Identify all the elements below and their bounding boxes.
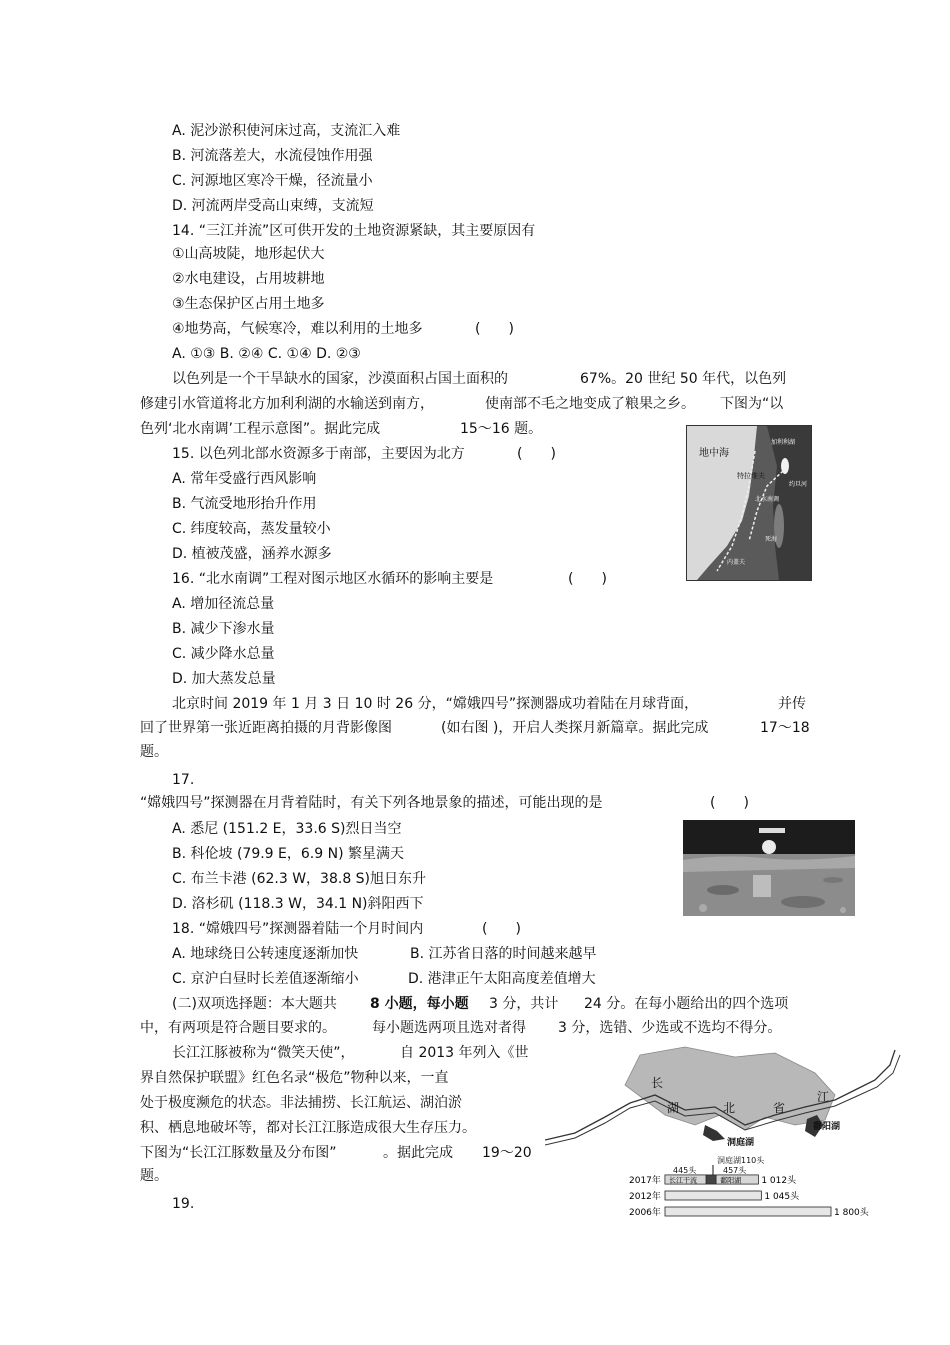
annot-dongting-count: 洞庭湖110头 xyxy=(717,1156,765,1165)
bar-segment-label: 长江干流 xyxy=(669,1176,697,1185)
q16-answer-bracket: ( ) xyxy=(568,571,607,587)
bar-value-label: 1 045头 xyxy=(764,1192,800,1202)
q16-stem: 16. “北水南调”工程对图示地区水循环的影响主要是 xyxy=(172,571,494,587)
q14-item-3: ③生态保护区占用土地多 xyxy=(172,296,325,312)
section2-l2a: 中，有两项是符合题目要求的。 xyxy=(140,1020,336,1036)
q15-stem: 15. 以色列北部水资源多于南部，主要因为北方 xyxy=(172,446,465,462)
dolphin-para-l2: 界自然保护联盟》红色名录“极危”物种以来，一直 xyxy=(140,1070,449,1086)
map-char-sheng: 省 xyxy=(773,1101,786,1115)
map-label-jordan: 约旦河 xyxy=(789,481,808,488)
map-label-telaviv: 特拉维夫 xyxy=(737,472,765,480)
q16-option-c: C. 减少降水总量 xyxy=(172,646,275,662)
dolphin-para-l4: 积、栖息地破坏等，都对长江江豚造成很大生存压力。 xyxy=(140,1120,476,1136)
q17-number: 17. xyxy=(172,772,195,788)
bar-segment-label: 鄱阳湖 xyxy=(720,1176,742,1185)
section2-l1c: 3 分，共计 xyxy=(489,996,559,1012)
map-char-chang: 长 xyxy=(651,1076,664,1090)
bar-value-label: 1 012头 xyxy=(761,1176,797,1186)
q15-option-b: B. 气流受地形抬升作用 xyxy=(172,496,317,512)
dolphin-para-l6: 题。 xyxy=(140,1168,168,1184)
annot-poyang-count: 457头 xyxy=(723,1166,747,1175)
section2-l1b: 8 小题，每小题 xyxy=(370,996,469,1012)
q18-option-c: C. 京沪白昼时长差值逐渐缩小 xyxy=(172,971,359,987)
israel-para-l3: 色列‘北水南调’工程示意图”。据此完成 xyxy=(140,421,381,437)
q13-option-d: D. 河流两岸受高山束缚，支流短 xyxy=(172,198,374,214)
israel-water-map xyxy=(686,425,812,581)
moon-para-l1b: 并传 xyxy=(778,696,806,712)
q18-option-a: A. 地球绕日公转速度逐渐加快 xyxy=(172,946,359,962)
bar-2012年 xyxy=(665,1191,761,1200)
bar-segment xyxy=(706,1175,716,1184)
q15-option-c: C. 纬度较高，蒸发量较小 xyxy=(172,521,331,537)
q17-stem: “嫦娥四号”探测器在月背着陆时，有关下列各地景象的描述，可能出现的是 xyxy=(140,795,603,811)
q17-option-d: D. 洛杉矶 (118.3 W，34.1 N)斜阳西下 xyxy=(172,896,424,912)
israel-para-l3b: 15～16 题。 xyxy=(460,421,543,437)
q17-option-b: B. 科伦坡 (79.9 E，6.9 N) 繁星满天 xyxy=(172,846,404,862)
israel-map-graphic xyxy=(687,426,811,580)
israel-para-l1: 以色列是一个干旱缺水的国家，沙漠面积占国土面积的 xyxy=(172,371,508,387)
q17-answer-bracket: ( ) xyxy=(710,795,749,811)
bar-category-label: 2017年 xyxy=(629,1176,661,1186)
q19-number: 19. xyxy=(172,1196,195,1212)
q13-option-c: C. 河源地区寒冷干燥，径流量小 xyxy=(172,173,373,189)
q15-option-a: A. 常年受盛行西风影响 xyxy=(172,471,317,487)
map-char-hu: 湖 xyxy=(667,1101,680,1115)
section2-l1d: 24 分。在每小题给出的四个选项 xyxy=(584,996,789,1012)
bar-value-label: 1 800头 xyxy=(834,1208,869,1218)
q18-stem: 18. “嫦娥四号”探测器着陆一个月时间内 xyxy=(172,921,424,937)
q14-item-4: ④地势高，气候寒冷，难以利用的土地多 xyxy=(172,321,423,337)
israel-para-l2b: 使南部不毛之地变成了粮果之乡。 xyxy=(485,396,695,412)
moon-far-side-photo xyxy=(683,820,855,916)
q14-choices: A. ①③ B. ②④ C. ①④ D. ②③ xyxy=(172,346,361,362)
yangtze-dolphin-figure xyxy=(545,1045,905,1230)
q17-option-a: A. 悉尼 (151.2 E，33.6 S)烈日当空 xyxy=(172,821,402,837)
map-label-mediterranean: 地中海 xyxy=(699,448,729,459)
q16-option-d: D. 加大蒸发总量 xyxy=(172,671,276,687)
q18-option-b: B. 江苏省日落的时间越来越早 xyxy=(410,946,597,962)
dolphin-para-l5b: 。据此完成 xyxy=(383,1145,453,1161)
dolphin-para-l3: 处于极度濒危的状态。非法捕捞、长江航运、湖泊淤 xyxy=(140,1095,462,1111)
section2-l2b: 每小题选两项且选对者得 xyxy=(372,1020,526,1036)
q18-answer-bracket: ( ) xyxy=(482,921,521,937)
moon-para-l3: 题。 xyxy=(140,744,168,760)
yangtze-map xyxy=(545,1045,905,1230)
map-label-poyang: 鄱阳湖 xyxy=(813,1122,841,1132)
map-label-deadsea: 死海 xyxy=(765,536,778,543)
israel-para-l1b: 67%。20 世纪 50 年代，以色列 xyxy=(580,371,787,387)
q13-option-b: B. 河流落差大，水流侵蚀作用强 xyxy=(172,148,373,164)
map-label-dongting: 洞庭湖 xyxy=(727,1138,755,1148)
dolphin-para-l1b: 自 2013 年列入《世 xyxy=(400,1045,529,1061)
section2-l1a: (二)双项选择题：本大题共 xyxy=(172,996,337,1012)
dolphin-bar-chart xyxy=(629,1174,870,1218)
q15-answer-bracket: ( ) xyxy=(517,446,556,462)
dolphin-para-l5c: 19～20 xyxy=(482,1145,532,1161)
moon-para-l1: 北京时间 2019 年 1 月 3 日 10 时 26 分，“嫦娥四号”探测器成功着陆在月球背面， xyxy=(172,696,699,712)
dolphin-para-l1: 长江江豚被称为“微笑天使”， xyxy=(172,1045,355,1061)
bar-2006年 xyxy=(665,1207,831,1216)
q15-option-d: D. 植被茂盛，涵养水源多 xyxy=(172,546,332,562)
q16-option-a: A. 增加径流总量 xyxy=(172,596,275,612)
moon-para-l2c: 17～18 xyxy=(760,720,810,736)
moon-para-l2b: (如右图 )，开启人类探月新篇章。据此完成 xyxy=(441,720,709,736)
map-label-negev: 内盖夫 xyxy=(727,559,746,566)
map-char-jiang: 江 xyxy=(817,1090,830,1104)
q13-option-a: A. 泥沙淤积使河床过高，支流汇入难 xyxy=(172,123,401,139)
q17-option-c: C. 布兰卡港 (62.3 W，38.8 S)旭日东升 xyxy=(172,871,427,887)
moon-para-l2: 回了世界第一张近距离拍摄的月背影像图 xyxy=(140,720,392,736)
q14-stem: 14. “三江并流”区可供开发的土地资源紧缺，其主要原因有 xyxy=(172,223,536,239)
map-label-galilee: 加利利湖 xyxy=(771,439,796,446)
q14-item-1: ①山高坡陡，地形起伏大 xyxy=(172,246,325,262)
q14-answer-bracket: ( ) xyxy=(475,321,514,337)
map-label-pipeline: 北水南调 xyxy=(755,496,780,503)
dolphin-para-l5: 下图为“长江江豚数量及分布图” xyxy=(140,1145,337,1161)
moon-photo-graphic xyxy=(683,820,855,916)
bar-category-label: 2012年 xyxy=(629,1192,661,1202)
q16-option-b: B. 减少下渗水量 xyxy=(172,621,275,637)
annot-mainstream-count: 445头 xyxy=(673,1166,697,1175)
israel-para-l2: 修建引水管道将北方加利利湖的水输送到南方， xyxy=(140,396,434,412)
section2-l2c: 3 分，选错、少选或不选均不得分。 xyxy=(558,1020,782,1036)
q18-option-d: D. 港津正午太阳高度差值增大 xyxy=(408,971,596,987)
map-char-bei: 北 xyxy=(723,1101,736,1115)
bar-category-label: 2006年 xyxy=(629,1208,661,1218)
q14-item-2: ②水电建设，占用坡耕地 xyxy=(172,271,325,287)
israel-para-l2c: 下图为“以 xyxy=(720,396,784,412)
